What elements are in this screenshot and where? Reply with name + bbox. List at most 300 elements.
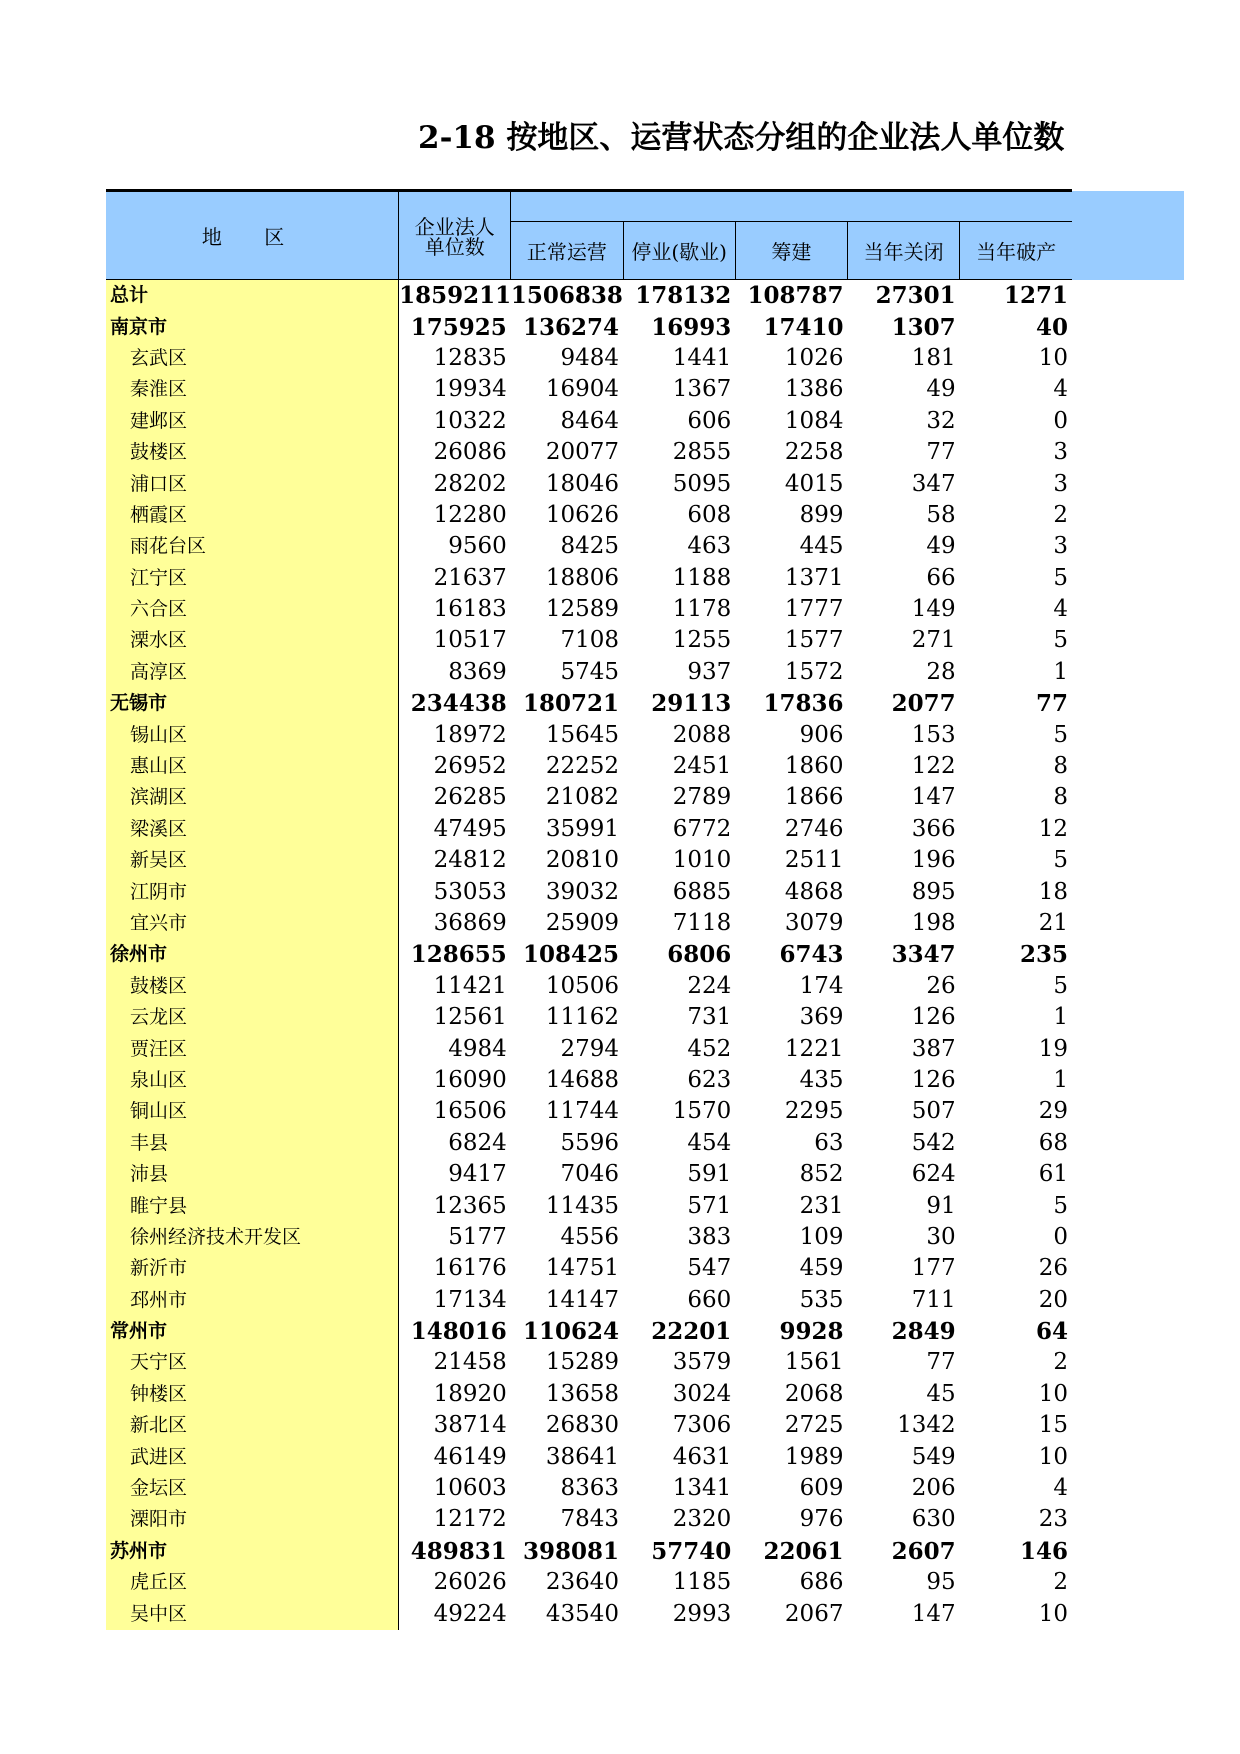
- region-name: 总计: [106, 280, 399, 312]
- value-cell: 128655: [410, 941, 507, 969]
- value-cell: 27301: [875, 282, 956, 310]
- value-cell: 15: [1038, 1412, 1068, 1439]
- value-cell: 148016: [410, 1318, 507, 1346]
- value-cell: 5: [1053, 627, 1068, 654]
- value-cell: 1386: [784, 376, 844, 403]
- table-row: [106, 625, 1072, 656]
- value-cell: 2746: [784, 815, 844, 842]
- value-cell: 7306: [672, 1412, 732, 1439]
- value-cell: 2849: [891, 1318, 956, 1346]
- value-cell: 17410: [763, 313, 844, 341]
- value-cell: 347: [911, 470, 956, 497]
- value-cell: 180721: [523, 690, 620, 718]
- value-cell: 23: [1038, 1506, 1068, 1533]
- table-body: [106, 280, 1072, 1630]
- region-name: 溧阳市: [106, 1504, 399, 1535]
- value-cell: 366: [911, 815, 956, 842]
- region-name: 高淳区: [106, 657, 399, 688]
- value-cell: 549: [911, 1443, 956, 1470]
- value-cell: 49224: [433, 1600, 507, 1627]
- value-cell: 10506: [545, 972, 620, 999]
- value-cell: 6743: [779, 941, 844, 969]
- value-cell: 3: [1053, 533, 1068, 560]
- region-name: 新沂市: [106, 1253, 399, 1284]
- value-cell: 18920: [433, 1380, 507, 1407]
- region-name: 金坛区: [106, 1473, 399, 1504]
- region-name: 云龙区: [106, 1002, 399, 1033]
- table-row: [106, 814, 1072, 845]
- data-table: [106, 189, 1072, 1630]
- region-name: 浦口区: [106, 468, 399, 499]
- value-cell: 10626: [545, 501, 620, 528]
- value-cell: 26026: [433, 1569, 507, 1596]
- region-name: 南京市: [106, 311, 399, 342]
- value-cell: 1185: [672, 1569, 732, 1596]
- value-cell: 77: [926, 1349, 956, 1376]
- value-cell: 2: [1053, 1569, 1068, 1596]
- value-cell: 445: [799, 533, 844, 560]
- value-cell: 126: [911, 1066, 956, 1093]
- value-cell: 234438: [410, 690, 507, 718]
- value-cell: 26086: [433, 439, 507, 466]
- region-name: 惠山区: [106, 751, 399, 782]
- value-cell: 535: [799, 1286, 844, 1313]
- value-cell: 38641: [545, 1443, 620, 1470]
- value-cell: 20: [1038, 1286, 1068, 1313]
- value-cell: 5: [1053, 1192, 1068, 1219]
- region-name: 江宁区: [106, 563, 399, 594]
- value-cell: 3024: [672, 1380, 732, 1407]
- value-cell: 1010: [672, 847, 732, 874]
- table-row: [106, 500, 1072, 531]
- table-row: [106, 1285, 1072, 1316]
- header-col-normal: 正常运营: [511, 222, 623, 280]
- value-cell: 12365: [433, 1192, 507, 1219]
- value-cell: 271: [911, 627, 956, 654]
- header-region: 地 区: [106, 191, 399, 280]
- value-cell: 3: [1053, 439, 1068, 466]
- value-cell: 22201: [651, 1318, 732, 1346]
- value-cell: 14147: [545, 1286, 620, 1313]
- value-cell: 47495: [433, 815, 507, 842]
- value-cell: 35991: [545, 815, 620, 842]
- value-cell: 235: [1019, 941, 1068, 969]
- value-cell: 26952: [433, 753, 507, 780]
- value-cell: 12280: [433, 501, 507, 528]
- table-row: [106, 1504, 1072, 1535]
- value-cell: 5: [1053, 847, 1068, 874]
- value-cell: 21: [1038, 910, 1068, 936]
- table-row: [106, 280, 1072, 312]
- page-title: 2-18 按地区、运营状态分组的企业法人单位数: [418, 120, 1065, 156]
- region-name: 徐州市: [106, 939, 399, 970]
- value-cell: 22061: [763, 1537, 844, 1565]
- value-cell: 12561: [433, 1004, 507, 1031]
- region-name: 新北区: [106, 1410, 399, 1441]
- header-col-preparing: 筹建: [735, 222, 847, 280]
- region-name: 钟楼区: [106, 1379, 399, 1410]
- value-cell: 5095: [672, 470, 732, 497]
- value-cell: 2068: [784, 1380, 844, 1407]
- value-cell: 40: [1035, 313, 1068, 341]
- value-cell: 1341: [672, 1475, 732, 1502]
- value-cell: 68: [1038, 1129, 1068, 1156]
- value-cell: 1989: [784, 1443, 844, 1470]
- table-row: [106, 1253, 1072, 1284]
- value-cell: 16176: [433, 1255, 507, 1282]
- value-cell: 7843: [560, 1506, 620, 1533]
- value-cell: 63: [814, 1129, 844, 1156]
- value-cell: 9928: [779, 1318, 844, 1346]
- region-name: 虎丘区: [106, 1567, 399, 1598]
- value-cell: 15289: [545, 1349, 620, 1376]
- value-cell: 178132: [635, 282, 732, 310]
- value-cell: 196: [911, 847, 956, 874]
- value-cell: 8363: [560, 1475, 620, 1502]
- value-cell: 1188: [672, 564, 732, 591]
- value-cell: 383: [687, 1223, 732, 1250]
- value-cell: 18: [1038, 878, 1068, 905]
- table-row: [106, 1159, 1072, 1190]
- value-cell: 77: [1035, 690, 1068, 718]
- value-cell: 224: [687, 972, 732, 999]
- value-cell: 2295: [784, 1098, 844, 1125]
- value-cell: 609: [799, 1475, 844, 1502]
- region-name: 铜山区: [106, 1096, 399, 1127]
- value-cell: 46149: [433, 1443, 507, 1470]
- value-cell: 711: [911, 1286, 956, 1313]
- table-row: [106, 437, 1072, 468]
- value-cell: 9560: [448, 533, 507, 560]
- value-cell: 2855: [672, 439, 732, 466]
- region-name: 滨湖区: [106, 782, 399, 813]
- header-total: [399, 191, 511, 280]
- value-cell: 45: [926, 1380, 956, 1407]
- value-cell: 38714: [433, 1412, 507, 1439]
- value-cell: 146: [1019, 1537, 1068, 1565]
- value-cell: 1221: [784, 1035, 844, 1062]
- value-cell: 57740: [651, 1537, 732, 1565]
- value-cell: 686: [799, 1569, 844, 1596]
- value-cell: 4: [1053, 596, 1068, 623]
- value-cell: 1577: [784, 627, 844, 654]
- value-cell: 91: [926, 1192, 956, 1219]
- value-cell: 20810: [545, 847, 620, 874]
- value-cell: 21458: [433, 1349, 507, 1376]
- region-name: 建邺区: [106, 406, 399, 437]
- value-cell: 4868: [784, 878, 844, 905]
- value-cell: 39032: [545, 878, 620, 905]
- value-cell: 1777: [784, 596, 844, 623]
- header-overflow-fill: [1072, 191, 1184, 280]
- table-row: [106, 1473, 1072, 1504]
- value-cell: 1: [1053, 1066, 1068, 1093]
- table-row: [106, 594, 1072, 625]
- value-cell: 2067: [784, 1600, 844, 1627]
- value-cell: 18806: [545, 564, 620, 591]
- value-cell: 489831: [410, 1537, 507, 1565]
- value-cell: 624: [911, 1161, 956, 1188]
- table-row: [106, 563, 1072, 594]
- region-name: 宜兴市: [106, 908, 399, 939]
- value-cell: 66: [926, 564, 956, 591]
- value-cell: 43540: [545, 1600, 620, 1627]
- table-row: [106, 657, 1072, 688]
- region-name: 新吴区: [106, 845, 399, 876]
- value-cell: 5: [1053, 972, 1068, 999]
- region-name: 徐州经济技术开发区: [106, 1222, 399, 1253]
- value-cell: 976: [799, 1506, 844, 1533]
- value-cell: 2607: [891, 1537, 956, 1565]
- table-row: [106, 876, 1072, 907]
- table-row: [106, 311, 1072, 342]
- value-cell: 387: [911, 1035, 956, 1062]
- value-cell: 1441: [672, 344, 732, 371]
- value-cell: 1271: [1003, 282, 1068, 310]
- value-cell: 435: [799, 1066, 844, 1093]
- value-cell: 4631: [672, 1443, 732, 1470]
- value-cell: 10: [1038, 344, 1068, 371]
- value-cell: 1255: [672, 627, 732, 654]
- value-cell: 0: [1053, 1223, 1068, 1250]
- value-cell: 16183: [433, 596, 507, 623]
- value-cell: 2320: [672, 1506, 732, 1533]
- table-row: [106, 1347, 1072, 1378]
- table-row: [106, 406, 1072, 437]
- value-cell: 5177: [448, 1223, 507, 1250]
- value-cell: 181: [911, 344, 956, 371]
- value-cell: 608: [687, 501, 732, 528]
- value-cell: 895: [911, 878, 956, 905]
- value-cell: 398081: [523, 1537, 620, 1565]
- value-cell: 21637: [433, 564, 507, 591]
- value-cell: 6885: [672, 878, 732, 905]
- value-cell: 28202: [433, 470, 507, 497]
- table-row: [106, 1222, 1072, 1253]
- value-cell: 174: [799, 972, 844, 999]
- header-col-bankrupt: 当年破产: [960, 222, 1072, 280]
- value-cell: 58: [926, 501, 956, 528]
- value-cell: 175925: [410, 313, 507, 341]
- value-cell: 10603: [433, 1475, 507, 1502]
- table-row: [106, 374, 1072, 405]
- table-row: [106, 1379, 1072, 1410]
- value-cell: 77: [926, 439, 956, 466]
- value-cell: 5596: [560, 1129, 620, 1156]
- value-cell: 16506: [433, 1098, 507, 1125]
- value-cell: 1084: [784, 407, 844, 434]
- table-row: [106, 751, 1072, 782]
- value-cell: 61: [1038, 1161, 1068, 1188]
- value-cell: 53053: [433, 878, 507, 905]
- value-cell: 147: [911, 784, 956, 811]
- value-cell: 20077: [545, 439, 620, 466]
- region-name: 鼓楼区: [106, 437, 399, 468]
- value-cell: 26: [926, 972, 956, 999]
- value-cell: 542: [911, 1129, 956, 1156]
- value-cell: 177: [911, 1255, 956, 1282]
- table-row: [106, 1065, 1072, 1096]
- value-cell: 231: [799, 1192, 844, 1219]
- value-cell: 2: [1053, 501, 1068, 528]
- region-name: 溧水区: [106, 625, 399, 656]
- table-row: [106, 343, 1072, 374]
- table-row: [106, 1033, 1072, 1064]
- table-row: [106, 782, 1072, 813]
- value-cell: 2789: [672, 784, 732, 811]
- value-cell: 24812: [433, 847, 507, 874]
- value-cell: 899: [799, 501, 844, 528]
- value-cell: 1: [1053, 658, 1068, 685]
- table-row: [106, 719, 1072, 750]
- value-cell: 852: [799, 1161, 844, 1188]
- table-row: [106, 971, 1072, 1002]
- value-cell: 10: [1038, 1443, 1068, 1470]
- value-cell: 21082: [545, 784, 620, 811]
- header-total-line1: 企业法人: [414, 214, 495, 239]
- region-name: 邳州市: [106, 1285, 399, 1316]
- value-cell: 0: [1053, 407, 1068, 434]
- value-cell: 10517: [433, 627, 507, 654]
- region-name: 秦淮区: [106, 374, 399, 405]
- value-cell: 17836: [763, 690, 844, 718]
- value-cell: 2794: [560, 1035, 620, 1062]
- region-name: 苏州市: [106, 1536, 399, 1567]
- value-cell: 206: [911, 1475, 956, 1502]
- value-cell: 12172: [433, 1506, 507, 1533]
- value-cell: 369: [799, 1004, 844, 1031]
- value-cell: 1367: [672, 376, 732, 403]
- region-name: 睢宁县: [106, 1190, 399, 1221]
- table-row: [106, 1316, 1072, 1347]
- value-cell: 9484: [560, 344, 620, 371]
- table-row: [106, 845, 1072, 876]
- value-cell: 6824: [448, 1129, 507, 1156]
- value-cell: 454: [687, 1129, 732, 1156]
- value-cell: 8464: [560, 407, 620, 434]
- value-cell: 10: [1038, 1380, 1068, 1407]
- value-cell: 1371: [784, 564, 844, 591]
- value-cell: 14688: [545, 1066, 620, 1093]
- value-cell: 2511: [784, 847, 844, 874]
- value-cell: 630: [911, 1506, 956, 1533]
- value-cell: 591: [687, 1161, 732, 1188]
- table-row: [106, 1567, 1072, 1598]
- value-cell: 11435: [545, 1192, 620, 1219]
- value-cell: 22252: [545, 753, 620, 780]
- value-cell: 19934: [433, 376, 507, 403]
- region-name: 吴中区: [106, 1598, 399, 1629]
- value-cell: 109: [799, 1223, 844, 1250]
- region-name: 常州市: [106, 1316, 399, 1347]
- value-cell: 2725: [784, 1412, 844, 1439]
- header-col-closed: 当年关闭: [847, 222, 959, 280]
- region-name: 天宁区: [106, 1347, 399, 1378]
- value-cell: 126: [911, 1004, 956, 1031]
- value-cell: 14751: [545, 1255, 620, 1282]
- value-cell: 8: [1053, 753, 1068, 780]
- value-cell: 64: [1035, 1318, 1068, 1346]
- region-name: 无锡市: [106, 688, 399, 719]
- value-cell: 906: [799, 721, 844, 748]
- value-cell: 4015: [784, 470, 844, 497]
- value-cell: 32: [926, 407, 956, 434]
- region-name: 梁溪区: [106, 814, 399, 845]
- value-cell: 4: [1053, 1475, 1068, 1502]
- value-cell: 26285: [433, 784, 507, 811]
- value-cell: 6772: [672, 815, 732, 842]
- value-cell: 3347: [891, 941, 956, 969]
- value-cell: 8: [1053, 784, 1068, 811]
- value-cell: 49: [926, 533, 956, 560]
- value-cell: 4556: [560, 1223, 620, 1250]
- table-row: [106, 939, 1072, 970]
- region-name: 雨花台区: [106, 531, 399, 562]
- value-cell: 1178: [672, 596, 732, 623]
- value-cell: 937: [687, 658, 732, 685]
- value-cell: 11744: [545, 1098, 620, 1125]
- value-cell: 1026: [784, 344, 844, 371]
- value-cell: 26: [1038, 1255, 1068, 1282]
- value-cell: 153: [911, 721, 956, 748]
- value-cell: 147: [911, 1600, 956, 1627]
- value-cell: 122: [911, 753, 956, 780]
- value-cell: 10322: [433, 407, 507, 434]
- value-cell: 8425: [560, 533, 620, 560]
- value-cell: 5: [1053, 721, 1068, 748]
- value-cell: 1859211: [399, 282, 512, 310]
- value-cell: 95: [926, 1569, 956, 1596]
- value-cell: 606: [687, 407, 732, 434]
- value-cell: 7108: [560, 627, 620, 654]
- value-cell: 1572: [784, 658, 844, 685]
- table-row: [106, 1096, 1072, 1127]
- value-cell: 7118: [672, 910, 732, 936]
- table-row: [106, 1410, 1072, 1441]
- value-cell: 16993: [651, 313, 732, 341]
- value-cell: 1860: [784, 753, 844, 780]
- value-cell: 8369: [448, 658, 507, 685]
- value-cell: 2077: [891, 690, 956, 718]
- value-cell: 149: [911, 596, 956, 623]
- value-cell: 18046: [545, 470, 620, 497]
- value-cell: 1: [1053, 1004, 1068, 1031]
- value-cell: 13658: [545, 1380, 620, 1407]
- region-name: 锡山区: [106, 719, 399, 750]
- value-cell: 30: [926, 1223, 956, 1250]
- value-cell: 11162: [545, 1004, 620, 1031]
- value-cell: 12: [1038, 815, 1068, 842]
- value-cell: 571: [687, 1192, 732, 1219]
- region-name: 武进区: [106, 1441, 399, 1472]
- value-cell: 463: [687, 533, 732, 560]
- value-cell: 198: [911, 910, 956, 936]
- table-row: [106, 1598, 1072, 1629]
- value-cell: 17134: [433, 1286, 507, 1313]
- value-cell: 1561: [784, 1349, 844, 1376]
- value-cell: 25909: [545, 910, 620, 936]
- table-row: [106, 468, 1072, 499]
- value-cell: 136274: [523, 313, 620, 341]
- value-cell: 2993: [672, 1600, 732, 1627]
- value-cell: 1570: [672, 1098, 732, 1125]
- value-cell: 5745: [560, 658, 620, 685]
- value-cell: 1506838: [510, 282, 623, 310]
- value-cell: 2088: [672, 721, 732, 748]
- value-cell: 660: [687, 1286, 732, 1313]
- region-name: 栖霞区: [106, 500, 399, 531]
- region-name: 江阴市: [106, 876, 399, 907]
